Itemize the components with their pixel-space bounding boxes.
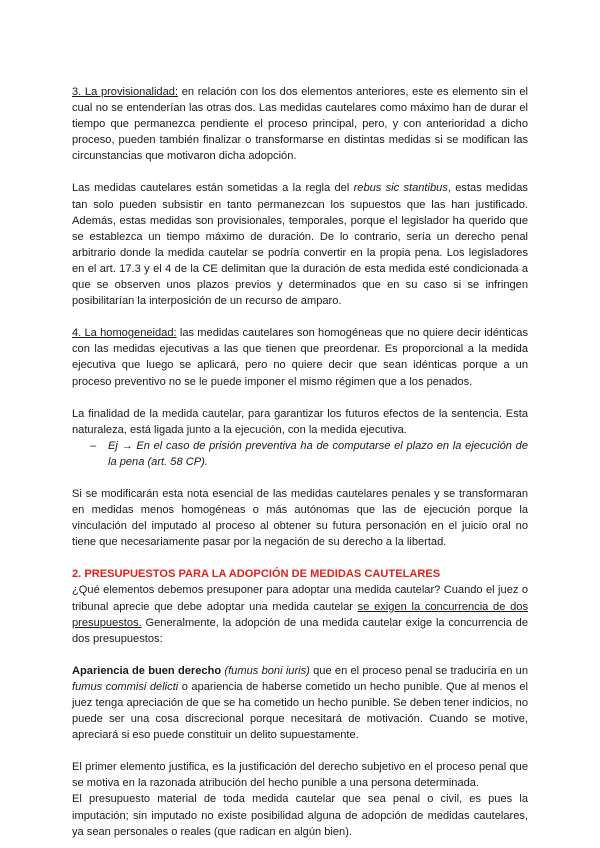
finalidad-paragraph: La finalidad de la medida cautelar, para garantizar los futuros efectos de la sentencia. Esta naturaleza, está ligada junto a la ejecución, con la medida ejecutiva. (72, 407, 528, 436)
apariencia-heading: Apariencia de buen derecho (72, 664, 222, 677)
presupuestos-paragraph (72, 582, 528, 646)
rebus-paragraph (72, 180, 528, 309)
example-text: Ej → En el caso de prisión preventiva ha de computarse el plazo en la ejecución de la pena (art. 58 CP). (108, 439, 528, 468)
presupuestos-text-after: Generalmente, la adopción de una medida cautelar exige la concurrencia de dos presupuestos: (72, 616, 528, 645)
presupuestos-text-before: ¿Qué elementos debemos presuponer para adoptar una medida cautelar? Cuando el juez o tribunal aprecie que debe adoptar una medida cautelar (72, 584, 528, 613)
apariencia-paragraph (72, 663, 528, 743)
section-title: 2. PRESUPUESTOS PARA LA ADOPCIÓN DE MEDIDAS CAUTELARES (72, 568, 441, 581)
homogeneidad-text: las medidas cautelares son homogéneas que no quiere decir idénticas con las medidas ejecutivas a las que tienen que preordenar. Es proporcional a la medida ejecutiva que luego se aplicará, pero no quiere decir que sean idénticas porque a un proceso preventivo no se le puede imponer el mismo régimen que a los penados. (72, 327, 528, 388)
dash-bullet: – (90, 439, 97, 452)
provisionalidad-paragraph (72, 84, 528, 164)
rebus-text-before: Las medidas cautelares están sometidas a la regla del (72, 182, 354, 195)
presupuesto-material-paragraph: El presupuesto material de toda medida cautelar que sea penal o civil, es pues la imputación; sin imputado no existe posibilidad alguna de adopción de medidas cautelares, ya sean personales o reales (que radican en algún bien). (72, 793, 528, 838)
provisionalidad-text: en relación con los dos elementos anteriores, este es elemento sin el cual no se entenderían las otras dos. Las medidas cautelares como máximo han de durar el tiempo que permanezca pendiente el proceso principal, pero, y con anterioridad a dicho proceso, pueden también finalizar o transformarse en distintas medidas si se modifican las circunstancias que motivaron dicha adopción. (72, 86, 528, 163)
homogeneidad-paragraph (72, 325, 528, 389)
fumus-commisi-delicti: fumus commisi delicti (72, 680, 179, 693)
homogeneidad-heading: 4. La homogeneidad: (72, 327, 177, 340)
rebus-latin-term: rebus sic stantibus (353, 182, 448, 195)
presupuestos-underlined: se exigen la concurrencia de dos presupuestos. (72, 600, 528, 629)
example-item (72, 438, 528, 470)
apariencia-text-2: o apariencia de haberse cometido un hecho punible. Que al menos el juez tenga apreciación de que se ha cometido un hecho punible. Se deben tener indicios, no puede ser una cosa discrecional porque necesitará de motivación. Cuando se motive, apreciará si eso puede constituir un delito supuestamente. (72, 680, 528, 742)
apariencia-text-1: que en el proceso penal se traduciría en un (309, 664, 528, 677)
primer-elemento-paragraph: El primer elemento justifica, es la justificación del derecho subjetivo en el proceso penal que se motiva en la razonada atribución del hecho punible a una persona determinada. (72, 761, 528, 790)
fumus-boni-iuris: (fumus boni iuris) (221, 664, 310, 677)
modificaran-paragraph: Si se modificarán esta nota esencial de las medidas cautelares penales y se transformaran en medidas menos homogéneas o más autónomas que las de ejecución porque la vinculación del imputado al proceso al obtener su futura personación en el juicio oral no tiene que necesariamente pasar por la negación de su derecho a la libertad. (72, 487, 528, 549)
provisionalidad-heading: 3. La provisionalidad: (72, 86, 179, 98)
example-list (72, 438, 528, 470)
rebus-text-after: , estas medidas tan solo pueden subsistir en tanto permanezcan los supuestos que las han justificado. Además, estas medidas son provisionales, temporales, porque el legislador ha querido que se establezca un tiempo máximo de duración. De lo contrario, sería un derecho penal arbitrario donde la medida cautelar se podría convertir en la propia pena. Los legisladores en el art. 17.3 y el 4 de la CE delimitan que la duración de esta medida esté condicionada a que se observen unos plazos previos y determinados que en su caso si se infringen posibilitarían la interposición de un recurso de amparo. (72, 182, 528, 308)
